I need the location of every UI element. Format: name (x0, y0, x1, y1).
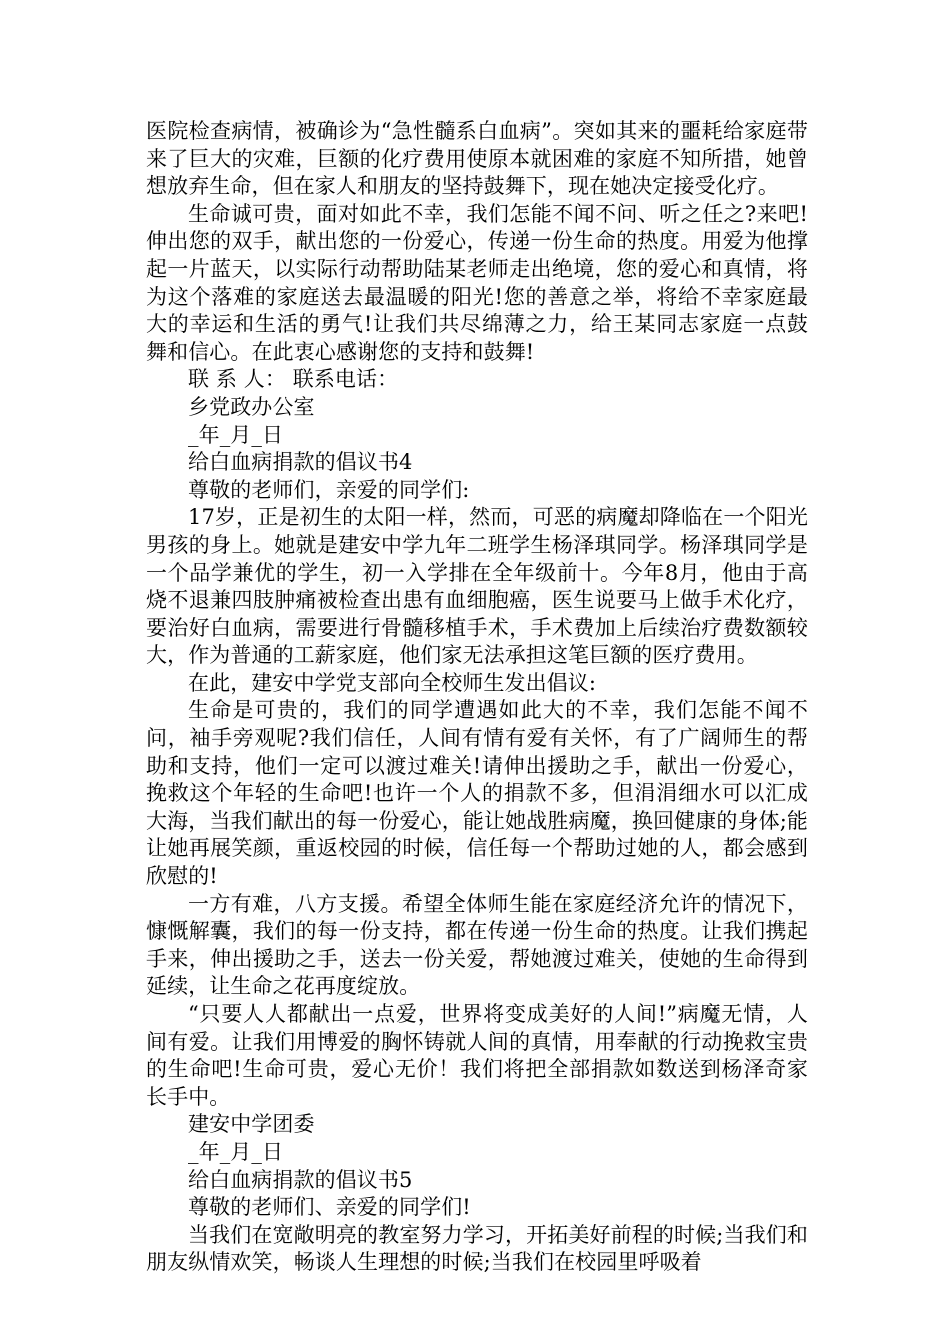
date-line-2: _年_月_日 (188, 1139, 284, 1164)
section-title-5: 给白血病捐款的倡议书5 (188, 1167, 413, 1192)
paragraph-love: “只要人人都献出一点爱，世界将变成美好的人间!”病魔无情，人间有爱。让我们用博爱的胸怀铸就人间的真情，用奉献的行动挽救宝贵的生命吧!生命可贵，爱心无价！我们将把全部捐款如数送到杨泽奇家长手中。 (146, 1002, 808, 1109)
date-line: _年_月_日 (188, 422, 284, 447)
paragraph-student-story: 17岁，正是初生的太阳一样，然而，可恶的病魔却降临在一个阳光男孩的身上。她就是建安中学九年二班学生杨泽琪同学。杨泽琪同学是一个品学兼优的学生，初一入学排在全年级前十。今年8月，他由于高烧不退兼四肢肿痛被检查出患有血细胞癌，医生说要马上做手术化疗，要治好白血病，需要进行骨髓移植手术，手术费加上后续治疗费数额较大，作为普通的工薪家庭，他们家无法承担这笔巨额的医疗费用。 (146, 505, 808, 668)
paragraph-classroom: 当我们在宽敞明亮的教室努力学习，开拓美好前程的时候;当我们和朋友纵情欢笑，畅谈人生理想的时候;当我们在校园里呼吸着 (146, 1222, 808, 1275)
signature-office: 乡党政办公室 (188, 394, 315, 419)
signature-league: 建安中学团委 (188, 1112, 315, 1137)
paragraph-diagnosis: 医院检查病情，被确诊为“急性髓系白血病”。突如其来的噩耗给家庭带来了巨大的灾难，巨额的化疗费用使原本就困难的家庭不知所措，她曾想放弃生命，但在家人和朋友的坚持鼓舞下，现在她决定接受化疗。 (146, 119, 808, 199)
paragraph-support: 一方有难，八方支援。希望全体师生能在家庭经济允许的情况下，慷慨解囊，我们的每一份支持，都在传递一份生命的热度。让我们携起手来，伸出援助之手，送去一份关爱，帮她渡过难关，使她的生命得到延续，让生命之花再度绽放。 (146, 891, 808, 999)
document-page (146, 118, 808, 1277)
paragraph-initiative: 在此，建安中学党支部向全校师生发出倡议: (188, 670, 597, 695)
paragraph-appeal: 生命诚可贵，面对如此不幸，我们怎能不闻不问、听之任之?来吧!伸出您的双手，献出您的一份爱心，传递一份生命的热度。用爱为他撑起一片蓝天，以实际行动帮助陆某老师走出绝境，您的爱心和真情，将为这个落难的家庭送去最温暖的阳光!您的善意之举，将给不幸家庭最大的幸运和生活的勇气!让我们共尽绵薄之力，给王某同志家庭一点鼓舞和信心。在此衷心感谢您的支持和鼓舞! (146, 201, 808, 364)
salutation-5: 尊敬的老师们、亲爱的同学们! (188, 1195, 471, 1220)
section-title-4: 给白血病捐款的倡议书4 (188, 450, 413, 475)
paragraph-life-precious: 生命是可贵的，我们的同学遭遇如此大的不幸，我们怎能不闻不问，袖手旁观呢?我们信任，人间有情有爱有关怀，有了广阔师生的帮助和支持，他们一定可以渡过难关!请伸出援助之手，献出一份爱心，挽救这个年轻的生命吧!也许一个人的捐款不多，但涓涓细水可以汇成大海，当我们献出的每一份爱心，能让她战胜病魔，换回健康的身体;能让她再展笑颜，重返校园的时候，信任每一个帮助过她的人，都会感到欣慰的! (146, 698, 808, 889)
contact-line: 联 系 人： 联系电话： (188, 367, 399, 392)
salutation-4: 尊敬的老师们，亲爱的同学们: (188, 477, 470, 502)
